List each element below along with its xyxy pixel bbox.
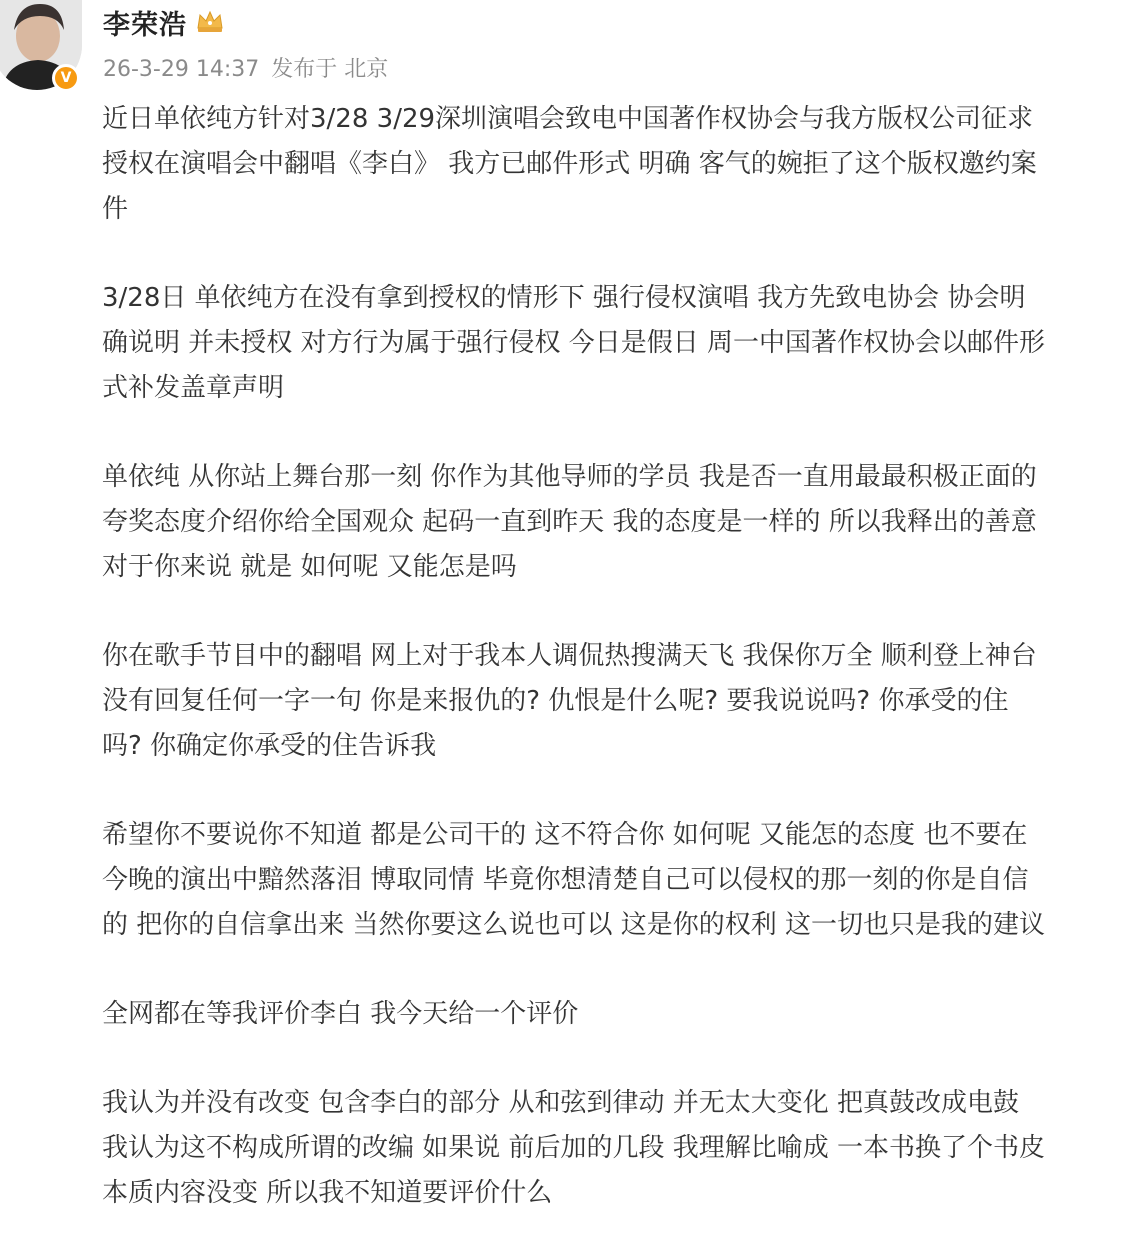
post-text-line: 本质内容没变 所以我不知道要评价什么 <box>102 1178 553 1208</box>
post-paragraph <box>102 813 1117 948</box>
post-timestamp: 26-3-29 14:37 <box>103 57 260 82</box>
post-text-line: 我认为这不构成所谓的改编 如果说 前后加的几段 我理解比喻成 一本书换了个书皮 <box>102 1133 1046 1163</box>
post-text-line: 近日单依纯方针对3/28 3/29深圳演唱会致电中国著作权协会与我方版权公司征求 <box>102 104 1034 134</box>
post-paragraph <box>102 455 1117 590</box>
post-text-line: 吗? 你确定你承受的住告诉我 <box>102 731 437 761</box>
post-text-line: 没有回复任何一字一句 你是来报仇的? 仇恨是什么呢? 要我说说吗? 你承受的住 <box>102 686 1009 716</box>
post-text-line: 式补发盖章声明 <box>102 373 285 403</box>
post-paragraph <box>102 1081 1117 1216</box>
post-text-line: 夸奖态度介绍你给全国观众 起码一直到昨天 我的态度是一样的 所以我释出的善意 <box>102 507 1037 537</box>
post-location: 发布于 北京 <box>271 57 389 82</box>
post-meta <box>103 52 388 83</box>
post-paragraph <box>102 992 1117 1037</box>
post-text-line: 你在歌手节目中的翻唱 网上对于我本人调侃热搜满天飞 我保你万全 顺利登上神台 <box>102 641 1037 671</box>
post-paragraph <box>102 276 1117 411</box>
post-text-line: 我认为并没有改变 包含李白的部分 从和弦到律动 并无太大变化 把真鼓改成电鼓 <box>102 1088 1020 1118</box>
crown-icon <box>195 8 225 34</box>
post-text-line: 的 把你的自信拿出来 当然你要这么说也可以 这是你的权利 这一切也只是我的建议 <box>102 910 1046 940</box>
post-paragraph <box>102 634 1117 769</box>
verified-v-icon: V <box>52 64 80 92</box>
post-text-line: 3/28日 单依纯方在没有拿到授权的情形下 强行侵权演唱 我方先致电协会 协会明 <box>102 283 1026 313</box>
post-text-line: 希望你不要说你不知道 都是公司干的 这不符合你 如何呢 又能怎的态度 也不要在 <box>102 820 1028 850</box>
post-text-line: 全网都在等我评价李白 我今天给一个评价 <box>102 999 579 1029</box>
post-text-line: 对于你来说 就是 如何呢 又能怎是吗 <box>102 552 517 582</box>
post-paragraph <box>102 97 1117 232</box>
post-content <box>102 97 1117 1254</box>
author-name[interactable]: 李荣浩 <box>103 10 187 41</box>
post-text-line: 今晚的演出中黯然落泪 博取同情 毕竟你想清楚自己可以侵权的那一刻的你是自信 <box>102 865 1029 895</box>
post-text-line: 确说明 并未授权 对方行为属于强行侵权 今日是假日 周一中国著作权协会以邮件形 <box>102 328 1046 358</box>
post-text-line: 单依纯 从你站上舞台那一刻 你作为其他导师的学员 我是否一直用最最积极正面的 <box>102 462 1037 492</box>
post-text-line: 件 <box>102 194 129 224</box>
post-text-line: 授权在演唱会中翻唱《李白》 我方已邮件形式 明确 客气的婉拒了这个版权邀约案 <box>102 149 1037 179</box>
